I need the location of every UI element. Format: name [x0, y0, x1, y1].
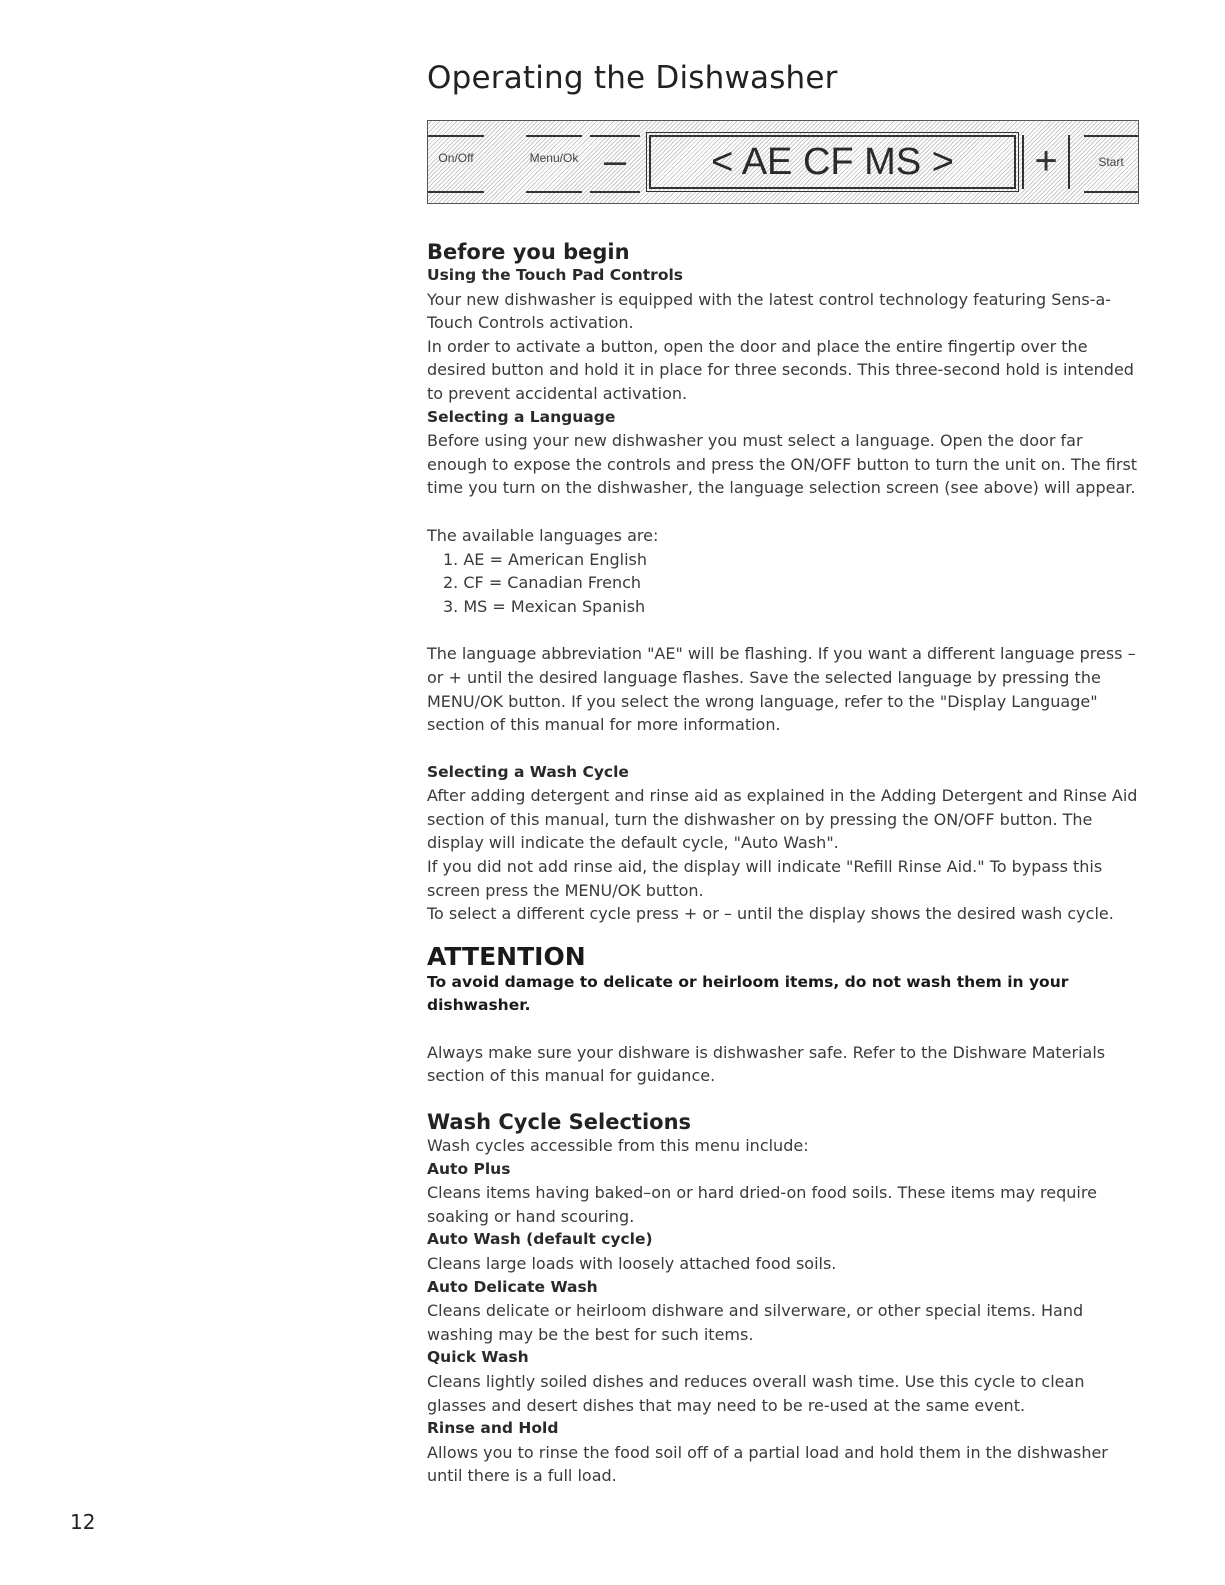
on-off-line1: On	[438, 151, 455, 165]
wash-cycles-heading: Wash Cycle Selections	[427, 1110, 692, 1135]
language-item-3: 3. MS = Mexican Spanish	[443, 596, 646, 616]
plus-symbol: +	[1034, 139, 1058, 183]
on-off-line2: /Off	[454, 151, 474, 165]
cycle-description: Cleans items having baked–on or hard dried-on food soils. These items may require soaking or hand scouring.	[427, 1183, 1097, 1226]
wash-cycles-intro: Wash cycles accessible from this menu include:	[427, 1136, 809, 1156]
attention-warning: To avoid damage to delicate or heirloom items, do not wash them in your dishwasher.	[427, 972, 1069, 1014]
minus-symbol: –	[603, 139, 627, 183]
start-label: Start	[1098, 155, 1124, 169]
minus-button	[590, 121, 640, 205]
cycle-name: Auto Wash (default cycle)	[427, 1230, 653, 1249]
cycle-description: Cleans lightly soiled dishes and reduces overall wash time. Use this cycle to clean glasses and desert dishes that may need to be re-used at the same event.	[427, 1371, 1085, 1415]
cycle-description: Allows you to rinse the food soil off of a partial load and hold them in the dishwasher until there is a full load.	[427, 1442, 1108, 1486]
attention-heading: ATTENTION	[427, 941, 586, 971]
language-paragraph-2: The language abbreviation "AE" will be flashing. If you want a different language press – or + until the desired language flashes. Save the selected language by pressing the MENU/OK button. If you select the wrong language, refer to the "Display Language" section of this manual for more information.	[427, 644, 1136, 735]
language-paragraph-1: Before using your new dishwasher you must select a language. Open the door far enough to expose the controls and press the ON/OFF button to turn the unit on. The first time you turn on the dishwasher, the language selection screen (see above) will appear.	[427, 431, 1138, 498]
page-title: Operating the Dishwasher	[427, 60, 838, 96]
language-item-2: 2. CF = Canadian French	[443, 573, 642, 593]
menu-ok-button	[526, 121, 582, 205]
menu-ok-line2: /Ok	[559, 151, 579, 165]
language-heading: Selecting a Language	[427, 407, 616, 426]
page-content	[427, 60, 1147, 1488]
cycle-paragraph-3: To select a different cycle press + or – until the display shows the desired wash cycle.	[427, 904, 1114, 924]
language-intro: The available languages are:	[427, 525, 659, 545]
cycle-name: Auto Plus	[427, 1159, 511, 1178]
language-item-1: 1. AE = American English	[443, 549, 647, 569]
cycle-name: Quick Wash	[427, 1348, 529, 1367]
cycle-paragraph-1: After adding detergent and rinse aid as explained in the Adding Detergent and Rinse Aid section of this manual, turn the dishwasher on by pressing the ON/OFF button. The display will indicate the default cycle, "Auto Wash".	[427, 786, 1138, 853]
touch-paragraph-2: In order to activate a button, open the door and place the entire fingertip over the desired button and hold it in place for three seconds. This three-second hold is intended to prevent accidental activation.	[427, 336, 1134, 403]
touch-heading: Using the Touch Pad Controls	[427, 266, 684, 284]
cycle-paragraph-2: If you did not add rinse aid, the display will indicate "Refill Rinse Aid." To bypass this screen press the MENU/OK button.	[427, 857, 1103, 900]
control-panel-illustration	[427, 120, 1139, 204]
touch-paragraph-1: Your new dishwasher is equipped with the latest control technology featuring Sens-a-Touch Controls activation.	[427, 289, 1112, 333]
page-number: 12	[70, 1510, 96, 1534]
cycle-name: Rinse and Hold	[427, 1419, 559, 1438]
start-button	[1084, 121, 1138, 205]
before-heading: Before you begin	[427, 240, 630, 264]
cycle-name: Auto Delicate Wash	[427, 1277, 598, 1296]
attention-text: Always make sure your dishware is dishwasher safe. Refer to the Dishware Materials section of this manual for guidance.	[427, 1042, 1106, 1086]
plus-button	[1022, 135, 1070, 189]
cycle-description: Cleans large loads with loosely attached food soils.	[427, 1254, 837, 1273]
wash-cycle-select-heading: Selecting a Wash Cycle	[427, 762, 629, 781]
menu-ok-line1: Menu	[529, 151, 560, 165]
on-off-button	[428, 121, 484, 205]
cycle-description: Cleans delicate or heirloom dishware and silverware, or other special items. Hand washing may be the best for such items.	[427, 1301, 1084, 1344]
language-display: < AE CF MS >	[649, 135, 1016, 189]
